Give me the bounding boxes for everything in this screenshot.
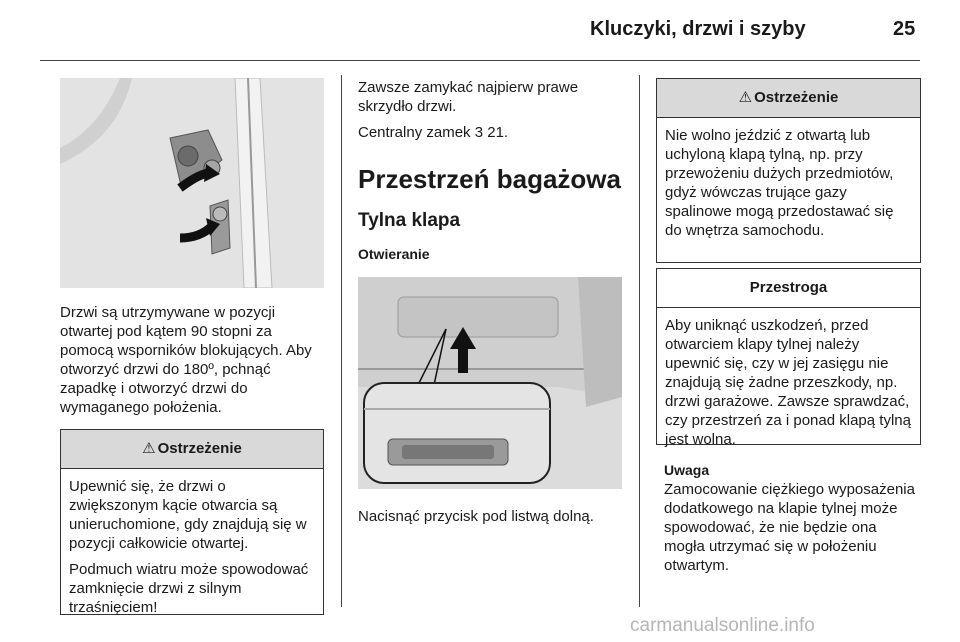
door-hinge-illustration bbox=[60, 78, 324, 288]
column-right bbox=[656, 78, 921, 575]
column-divider-right bbox=[639, 75, 640, 607]
central-lock-label: Centralny zamek bbox=[358, 124, 471, 141]
tailgate-release-illustration bbox=[358, 277, 622, 489]
caution-paragraph: Aby uniknąć uszkodzeń, przed otwarciem klapy tylnej należy upewnić się, czy w jej zasięgu nie znajdują się żadne przeszkody, np. drzwi garażowe. Zawsze sprawdzać, czy przestrzeń za i ponad klapą tylną jest wolna. bbox=[665, 317, 911, 448]
warning-box-door bbox=[60, 429, 324, 615]
running-header-title: Kluczyki, drzwi i szyby bbox=[590, 18, 806, 40]
warning-box-exhaust bbox=[656, 78, 921, 263]
cross-reference-page: 21. bbox=[487, 124, 509, 141]
caution-body bbox=[657, 308, 920, 459]
warning-triangle-icon: ⚠ bbox=[738, 89, 753, 106]
header-rule bbox=[40, 60, 920, 61]
warning-body bbox=[657, 118, 920, 250]
warning-heading bbox=[61, 430, 323, 469]
warning-title: Ostrzeżenie bbox=[754, 89, 839, 106]
subsection-heading: Tylna klapa bbox=[358, 210, 461, 231]
door-hinge-drawing bbox=[60, 78, 324, 288]
close-right-door-text: Zawsze zamykać najpierw prawe skrzydło drzwi. bbox=[358, 79, 579, 115]
warning-paragraph: Podmuch wiatru może spowodować zamknięcie drzwi z silnym trzaśnięciem! bbox=[69, 561, 309, 616]
cross-reference-icon: 3 bbox=[474, 124, 484, 141]
warning-title: Ostrzeżenie bbox=[157, 440, 242, 457]
warning-paragraph: Nie wolno jeździć z otwartą lub uchyloną klapą tylną, np. przy przewożeniu dużych przedmiotów, gdyż wówczas trujące gazy spalinowe mogą przedostawać się do wnętrza samochodu. bbox=[665, 127, 894, 239]
central-lock-reference bbox=[358, 123, 624, 142]
door-hold-open-text: Drzwi są utrzymywane w pozycji otwartej pod kątem 90 stopni za pomocą wsporników blokujących. Aby otworzyć drzwi do 180º, pchnąć zapadkę i otworzyć drzwi do wymaganego położenia. bbox=[60, 304, 312, 416]
column-left bbox=[60, 78, 324, 615]
warning-body bbox=[61, 469, 323, 627]
warning-triangle-icon: ⚠ bbox=[142, 440, 156, 457]
watermark: carmanualsonline.info bbox=[630, 615, 815, 636]
caution-heading: Przestroga bbox=[657, 269, 920, 308]
warning-heading bbox=[657, 79, 920, 118]
warning-paragraph: Upewnić się, że drzwi o zwiększonym kącie otwarcia są unieruchomione, gdy znajdują się w pozycji całkowicie otwartej. bbox=[69, 478, 307, 552]
sub-subsection-heading: Otwieranie bbox=[358, 246, 430, 262]
column-middle bbox=[358, 78, 624, 526]
tailgate-release-drawing bbox=[358, 277, 622, 489]
section-heading: Przestrzeń bagażowa bbox=[358, 164, 621, 194]
note-body: Zamocowanie ciężkiego wyposażenia dodatkowego na klapie tylnej może spowodować, że nie będzie ona mogła utrzymać się w położeniu otwartym. bbox=[664, 481, 915, 574]
column-divider-left bbox=[341, 75, 342, 607]
press-button-caption: Nacisnąć przycisk pod listwą dolną. bbox=[358, 508, 594, 525]
page-number: 25 bbox=[893, 18, 916, 40]
note-title: Uwaga bbox=[664, 462, 710, 478]
note-block bbox=[656, 461, 921, 575]
caution-box bbox=[656, 268, 921, 448]
